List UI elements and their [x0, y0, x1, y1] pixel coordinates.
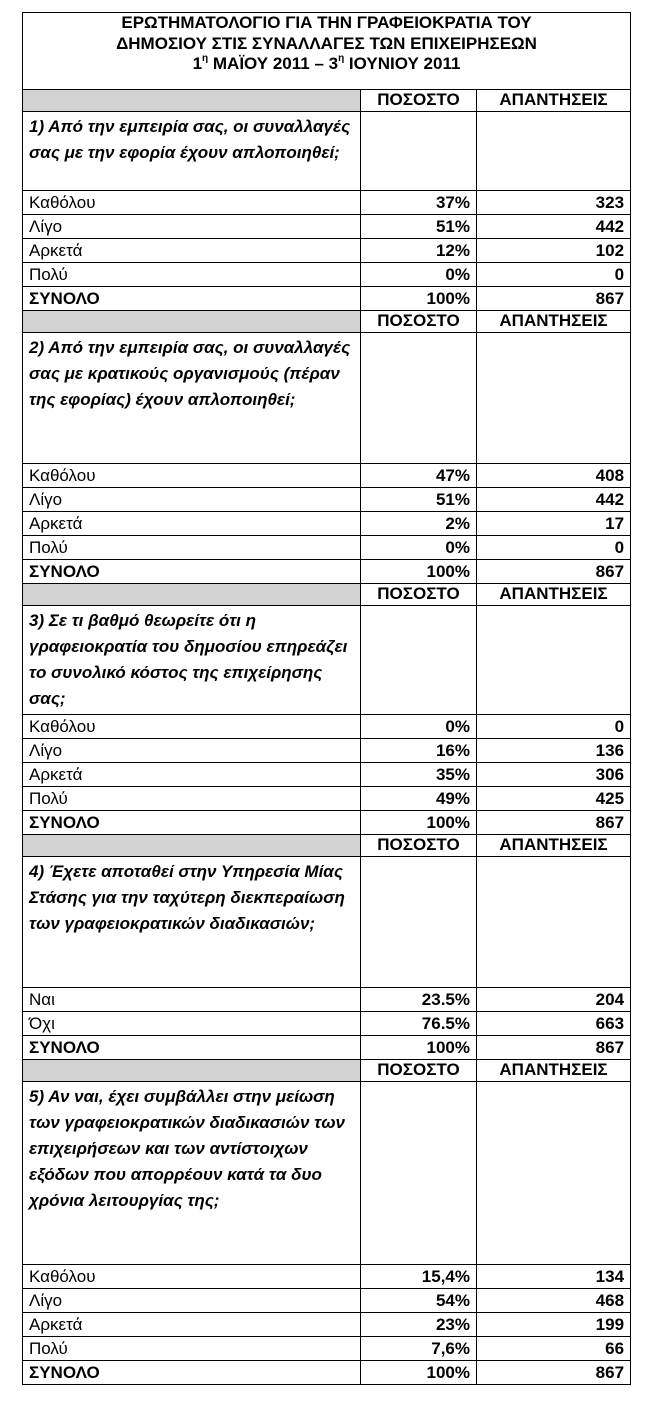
percent-column-header: ΠΟΣΟΣΤΟ [361, 1060, 477, 1082]
answer-label: Αρκετά [23, 239, 361, 263]
answer-label: Λίγο [23, 215, 361, 239]
column-header-row [23, 584, 631, 606]
responses-column-header: ΑΠΑΝΤΗΣΕΙΣ [477, 584, 631, 606]
total-percent: 100% [361, 811, 477, 835]
answer-percent: 51% [361, 215, 477, 239]
survey-table [22, 12, 631, 1385]
question-percent-cell [361, 333, 477, 464]
responses-column-header: ΑΠΑΝΤΗΣΕΙΣ [477, 835, 631, 857]
total-label: ΣΥΝΟΛΟ [23, 287, 361, 311]
answer-responses: 408 [477, 464, 631, 488]
answer-label: Αρκετά [23, 763, 361, 787]
question-row [23, 606, 631, 715]
total-row [23, 560, 631, 584]
title-sup-1: η [202, 53, 209, 65]
answer-percent: 12% [361, 239, 477, 263]
answer-row [23, 191, 631, 215]
question-row [23, 857, 631, 988]
question-responses-cell [477, 333, 631, 464]
total-responses: 867 [477, 1036, 631, 1060]
header-spacer [23, 1060, 361, 1082]
percent-column-header: ΠΟΣΟΣΤΟ [361, 90, 477, 112]
answer-label: Λίγο [23, 739, 361, 763]
answer-responses: 442 [477, 488, 631, 512]
question-text: 3) Σε τι βαθμό θεωρείτε ότι η γραφειοκρατία του δημοσίου επηρεάζει το συνολικό κόστος της επιχείρησης σας; [23, 606, 361, 715]
responses-column-header: ΑΠΑΝΤΗΣΕΙΣ [477, 311, 631, 333]
answer-percent: 49% [361, 787, 477, 811]
total-row [23, 1036, 631, 1060]
answer-percent: 76.5% [361, 1012, 477, 1036]
total-row [23, 287, 631, 311]
total-percent: 100% [361, 1036, 477, 1060]
question-text: 4) Έχετε αποταθεί στην Υπηρεσία Μίας Στάσης για την ταχύτερη διεκπεραίωση των γραφειοκρατικών διαδικασιών; [23, 857, 361, 988]
answer-percent: 0% [361, 536, 477, 560]
responses-column-header: ΑΠΑΝΤΗΣΕΙΣ [477, 90, 631, 112]
answer-percent: 37% [361, 191, 477, 215]
total-responses: 867 [477, 811, 631, 835]
answer-label: Λίγο [23, 1289, 361, 1313]
question-percent-cell [361, 857, 477, 988]
question-row [23, 333, 631, 464]
answer-percent: 47% [361, 464, 477, 488]
total-percent: 100% [361, 1361, 477, 1385]
answer-responses: 663 [477, 1012, 631, 1036]
answer-label: Όχι [23, 1012, 361, 1036]
answer-row [23, 239, 631, 263]
answer-label: Αρκετά [23, 1313, 361, 1337]
question-text: 5) Αν ναι, έχει συμβάλλει στην μείωση των γραφειοκρατικών διαδικασιών των επιχειρήσεων και των αντίστοιχων εξόδων που απορρέουν κατά τα δυο χρόνια λειτουργίας της; [23, 1082, 361, 1265]
question-responses-cell [477, 112, 631, 191]
answer-responses: 0 [477, 715, 631, 739]
answer-percent: 51% [361, 488, 477, 512]
responses-column-header: ΑΠΑΝΤΗΣΕΙΣ [477, 1060, 631, 1082]
answer-percent: 7,6% [361, 1337, 477, 1361]
total-responses: 867 [477, 1361, 631, 1385]
answer-row [23, 536, 631, 560]
answer-responses: 468 [477, 1289, 631, 1313]
answer-responses: 102 [477, 239, 631, 263]
answer-responses: 204 [477, 988, 631, 1012]
answer-responses: 199 [477, 1313, 631, 1337]
question-text: 2) Από την εμπειρία σας, οι συναλλαγές σας με κρατικούς οργανισμούς (πέραν της εφορίας) έχουν απλοποιηθεί; [23, 333, 361, 464]
percent-column-header: ΠΟΣΟΣΤΟ [361, 311, 477, 333]
total-label: ΣΥΝΟΛΟ [23, 811, 361, 835]
answer-row [23, 739, 631, 763]
answer-label: Ναι [23, 988, 361, 1012]
column-header-row [23, 835, 631, 857]
column-header-row [23, 1060, 631, 1082]
answer-row [23, 488, 631, 512]
total-row [23, 1361, 631, 1385]
question-row [23, 1082, 631, 1265]
answer-responses: 0 [477, 263, 631, 287]
column-header-row [23, 90, 631, 112]
total-percent: 100% [361, 560, 477, 584]
title-date-1: 1 [192, 54, 203, 73]
percent-column-header: ΠΟΣΟΣΤΟ [361, 835, 477, 857]
question-responses-cell [477, 857, 631, 988]
percent-column-header: ΠΟΣΟΣΤΟ [361, 584, 477, 606]
answer-percent: 54% [361, 1289, 477, 1313]
answer-responses: 306 [477, 763, 631, 787]
title-sup-2: η [338, 53, 345, 65]
answer-label: Καθόλου [23, 715, 361, 739]
answer-label: Αρκετά [23, 512, 361, 536]
answer-responses: 17 [477, 512, 631, 536]
total-row [23, 811, 631, 835]
answer-label: Καθόλου [23, 464, 361, 488]
answer-responses: 0 [477, 536, 631, 560]
answer-label: Πολύ [23, 536, 361, 560]
answer-row [23, 215, 631, 239]
header-spacer [23, 584, 361, 606]
question-responses-cell [477, 606, 631, 715]
answer-responses: 323 [477, 191, 631, 215]
answer-row [23, 763, 631, 787]
answer-label: Πολύ [23, 263, 361, 287]
question-row [23, 112, 631, 191]
answer-row [23, 1265, 631, 1289]
title-row [23, 13, 631, 90]
column-header-row [23, 311, 631, 333]
header-spacer [23, 311, 361, 333]
answer-row [23, 988, 631, 1012]
answer-row [23, 1313, 631, 1337]
answer-responses: 425 [477, 787, 631, 811]
answer-row [23, 512, 631, 536]
question-percent-cell [361, 606, 477, 715]
question-responses-cell [477, 1082, 631, 1265]
question-percent-cell [361, 112, 477, 191]
header-spacer [23, 835, 361, 857]
answer-label: Λίγο [23, 488, 361, 512]
answer-label: Καθόλου [23, 191, 361, 215]
answer-percent: 23.5% [361, 988, 477, 1012]
answer-percent: 23% [361, 1313, 477, 1337]
title-date-3: ΙΟΥΝΙΟΥ 2011 [344, 54, 461, 73]
title-line-1: ΕΡΩΤΗΜΑΤΟΛΟΓΙΟ ΓΙΑ ΤΗΝ ΓΡΑΦΕΙΟΚΡΑΤΙΑ ΤΟΥ [121, 13, 532, 32]
title-line-2: ΔΗΜΟΣΙΟΥ ΣΤΙΣ ΣΥΝΑΛΛΑΓΕΣ ΤΩΝ ΕΠΙΧΕΙΡΗΣΕΩΝ [116, 33, 537, 53]
answer-label: Καθόλου [23, 1265, 361, 1289]
title-date-2: ΜΑΪΟΥ 2011 – 3 [208, 54, 339, 73]
answer-label: Πολύ [23, 1337, 361, 1361]
answer-responses: 66 [477, 1337, 631, 1361]
answer-responses: 136 [477, 739, 631, 763]
answer-percent: 16% [361, 739, 477, 763]
answer-responses: 134 [477, 1265, 631, 1289]
answer-percent: 2% [361, 512, 477, 536]
answer-responses: 442 [477, 215, 631, 239]
question-text: 1) Από την εμπειρία σας, οι συναλλαγές σας με την εφορία έχουν απλοποιηθεί; [23, 112, 361, 191]
answer-row [23, 1012, 631, 1036]
question-percent-cell [361, 1082, 477, 1265]
total-label: ΣΥΝΟΛΟ [23, 560, 361, 584]
answer-row [23, 787, 631, 811]
answer-percent: 0% [361, 715, 477, 739]
answer-row [23, 1337, 631, 1361]
header-spacer [23, 90, 361, 112]
answer-row [23, 1289, 631, 1313]
answer-percent: 35% [361, 763, 477, 787]
answer-row [23, 464, 631, 488]
answer-percent: 15,4% [361, 1265, 477, 1289]
total-label: ΣΥΝΟΛΟ [23, 1361, 361, 1385]
answer-row [23, 715, 631, 739]
total-responses: 867 [477, 560, 631, 584]
answer-label: Πολύ [23, 787, 361, 811]
answer-percent: 0% [361, 263, 477, 287]
title-line-3 [29, 54, 624, 75]
total-responses: 867 [477, 287, 631, 311]
document-title [23, 13, 631, 90]
total-percent: 100% [361, 287, 477, 311]
total-label: ΣΥΝΟΛΟ [23, 1036, 361, 1060]
answer-row [23, 263, 631, 287]
